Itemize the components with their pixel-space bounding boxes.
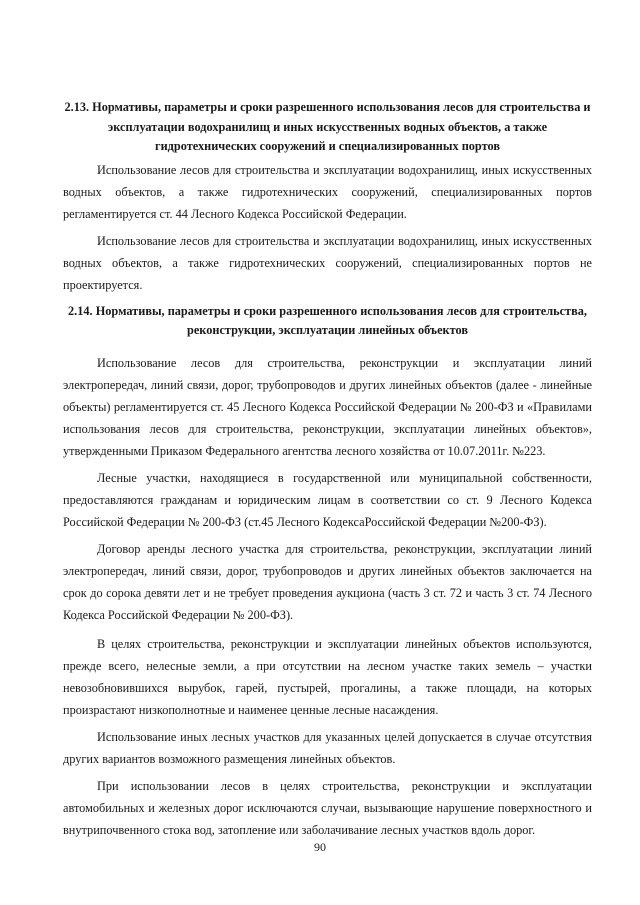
paragraph: Использование иных лесных участков для указанных целей допускается в случае отсутствия других вариантов возможного размещения линейных объектов. xyxy=(63,729,592,766)
section-heading-2-13: 2.13. Нормативы, параметры и сроки разрешенного использования лесов для строительства и эксплуатации водохранилищ и иных искусственных водных объектов, а также гидротехнических сооружений и специализированных портов xyxy=(64,100,591,153)
paragraph: При использовании лесов в целях строительства, реконструкции и эксплуатации автомобильных и железных дорог исключаются случаи, вызывающие нарушение поверхностного и внутрипочвенного стока вод, затопление или заболачивание лесных участков вдоль дорог. xyxy=(63,778,592,837)
section-2-14 xyxy=(63,302,592,841)
section-heading-2-14: 2.14. Нормативы, параметры и сроки разрешенного использования лесов для строительства, реконструкции, эксплуатации линейных объектов xyxy=(68,303,587,337)
paragraph: Использование лесов для строительства, реконструкции и эксплуатации линий электропередач, линий связи, дорог, трубопроводов и других линейных объектов (далее - линейные объекты) регламентируется ст. 45 Лесного Кодекса Российской Федерации № 200-ФЗ и «Правилами использования лесов для строительства, реконструкции, эксплуатации линейных объектов», утвержденными Приказом Федерального агентства лесного хозяйства от 10.07.2011г. №223. xyxy=(63,355,592,458)
paragraph: Использование лесов для строительства и эксплуатации водохранилищ, иных искусственных водных объектов, а также гидротехнических сооружений, специализированных портов не проектируется. xyxy=(63,233,592,292)
paragraph: Использование лесов для строительства и эксплуатации водохранилищ, иных искусственных водных объектов, а также гидротехнических сооружений, специализированных портов регламентируется ст. 44 Лесного Кодекса Российской Федерации. xyxy=(63,162,592,221)
paragraph: Лесные участки, находящиеся в государственной или муниципальной собственности, предоставляются гражданам и юридическим лицам в соответствии со ст. 9 Лесного Кодекса Российской Федерации № 200-ФЗ (ст.45 Лесного КодексаРоссийской Федерации №200-ФЗ). xyxy=(63,470,592,529)
page-number: 90 xyxy=(314,840,326,854)
paragraph: В целях строительства, реконструкции и эксплуатации линейных объектов используются, прежде всего, нелесные земли, а при отсутствии на лесном участке таких земель – участки невозобновившихся вырубок, гарей, пустырей, прогалины, а также площади, на которых произрастают низкополнотные и наименее ценные лесные насаждения. xyxy=(63,636,592,717)
paragraph: Договор аренды лесного участка для строительства, реконструкции, эксплуатации линий электропередач, линий связи, дорог, трубопроводов и других линейных объектов заключается на срок до сорока девяти лет и не требует проведения аукциона (часть 3 ст. 72 и часть 3 ст. 74 Лесного Кодекса Российской Федерации № 200-ФЗ). xyxy=(63,541,592,622)
section-2-13 xyxy=(63,98,592,296)
